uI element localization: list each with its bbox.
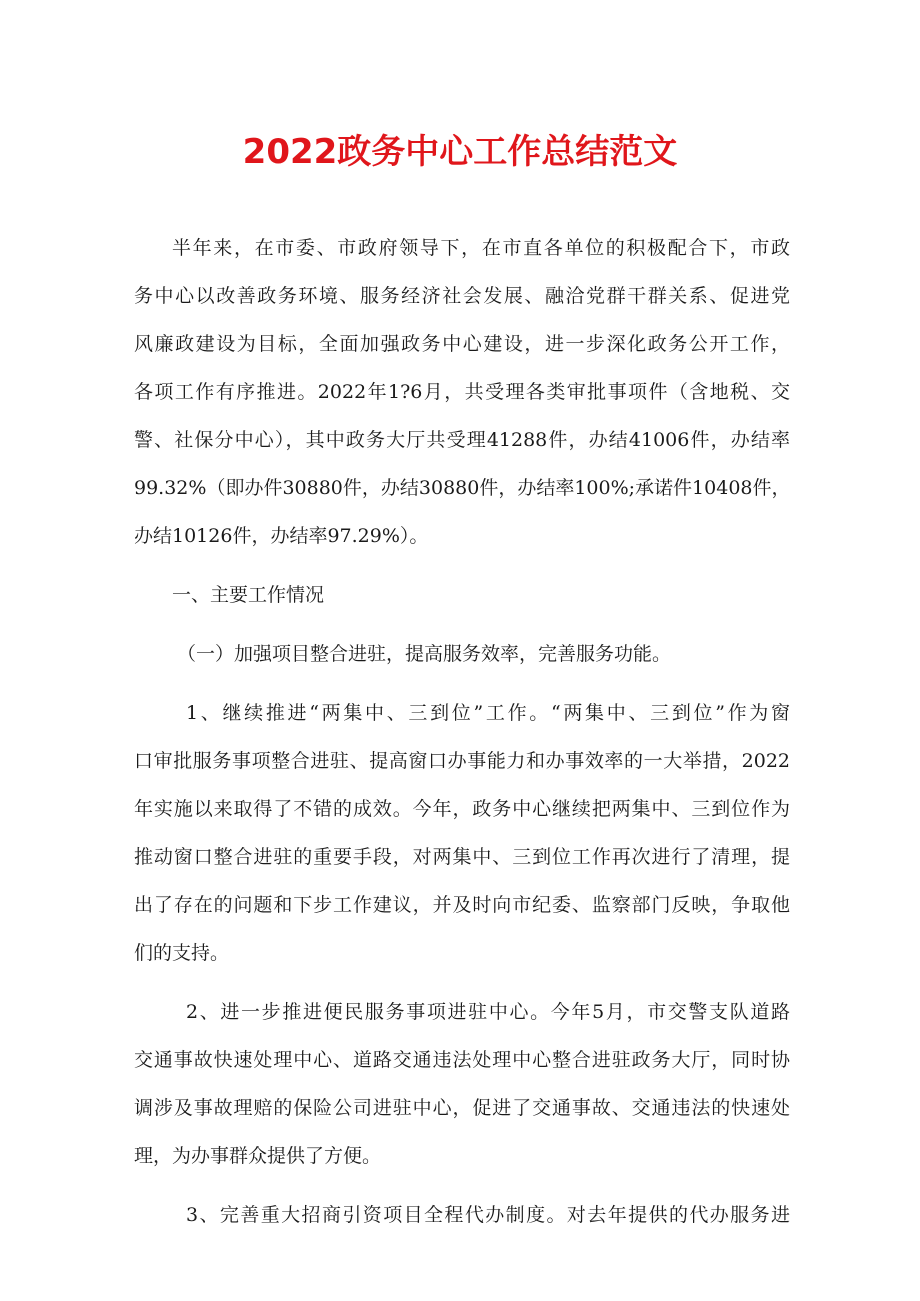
paragraph-line: 交通事故快速处理中心、道路交通违法处理中心整合进驻政务大厅，同时协 bbox=[134, 1049, 790, 1071]
paragraph-line: 3、完善重大招商引资项目全程代办制度。对去年提供的代办服务进 bbox=[186, 1204, 790, 1226]
document-body bbox=[134, 224, 790, 1239]
paragraph-line: 务中心以改善政务环境、服务经济社会发展、融洽党群干群关系、促进党 bbox=[134, 285, 790, 307]
paragraph-line: 出了存在的问题和下步工作建议，并及时向市纪委、监察部门反映，争取他 bbox=[134, 894, 790, 916]
paragraph-line: 年实施以来取得了不错的成效。今年，政务中心继续把两集中、三到位作为 bbox=[134, 798, 790, 820]
paragraph-line: 1、继续推进“两集中、三到位”工作。“两集中、三到位”作为窗 bbox=[186, 702, 790, 724]
paragraph-line: 2、进一步推进便民服务事项进驻中心。今年5月，市交警支队道路 bbox=[186, 1001, 790, 1023]
section-heading: 一、主要工作情况 bbox=[172, 584, 325, 606]
paragraph-line: 99.32%（即办件30880件，办结30880件，办结率100%;承诺件10408件， bbox=[134, 477, 791, 499]
paragraph-line: 办结10126件，办结率97.29%）。 bbox=[134, 525, 429, 547]
paragraph-line: 各项工作有序推进。2022年1?6月，共受理各类审批事项件（含地税、交 bbox=[134, 381, 790, 403]
subsection-heading: （一）加强项目整合进驻，提高服务效率，完善服务功能。 bbox=[177, 643, 672, 665]
paragraph-line: 调涉及事故理赔的保险公司进驻中心，促进了交通事故、交通违法的快速处 bbox=[134, 1097, 790, 1119]
document-title: 2022政务中心工作总结范文 bbox=[242, 132, 678, 172]
paragraph-line: 们的支持。 bbox=[134, 942, 230, 964]
paragraph-line: 风廉政建设为目标，全面加强政务中心建设，进一步深化政务公开工作， bbox=[134, 333, 790, 355]
paragraph-line: 理，为办事群众提供了方便。 bbox=[134, 1145, 382, 1167]
paragraph-line: 口审批服务事项整合进驻、提高窗口办事能力和办事效率的一大举措，2022 bbox=[134, 750, 790, 772]
paragraph-line: 半年来，在市委、市政府领导下，在市直各单位的积极配合下，市政 bbox=[172, 237, 790, 259]
paragraph-line: 推动窗口整合进驻的重要手段，对两集中、三到位工作再次进行了清理，提 bbox=[134, 846, 790, 868]
paragraph-line: 警、社保分中心），其中政务大厅共受理41288件，办结41006件，办结率 bbox=[134, 429, 790, 451]
